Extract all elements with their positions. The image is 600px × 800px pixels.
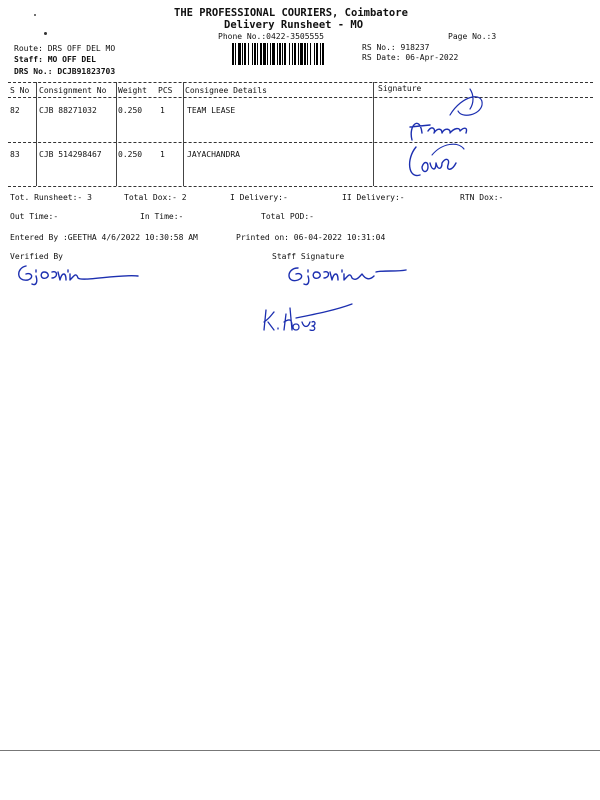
rs-number: RS No.: 918237 (362, 43, 430, 52)
table-row-pcs: 1 (160, 150, 165, 159)
additional-signature (256, 300, 356, 340)
page-number: Page No.:3 (448, 32, 497, 41)
table-row-consignee: JAYACHANDRA (187, 150, 240, 159)
phone-number: Phone No.:0422-3505555 (218, 32, 324, 41)
verifier-signature (14, 258, 164, 288)
drs-number: DRS No.: DCJB91823703 (14, 67, 116, 76)
header-consignment: Consignment No (39, 86, 107, 95)
document-title: Delivery Runsheet - MO (224, 19, 364, 31)
table-row-pcs: 1 (160, 106, 165, 115)
header-signature: Signature (378, 84, 422, 93)
scan-edge-line (0, 750, 600, 751)
table-row-consignment: CJB 88271032 (39, 106, 97, 115)
table-bottom-rule (8, 186, 593, 187)
total-pod: Total POD:- (261, 212, 314, 221)
header-sno: S No (10, 86, 30, 95)
runsheet-barcode (232, 43, 352, 65)
header-weight: Weight (118, 86, 147, 95)
table-row-weight: 0.250 (118, 150, 143, 159)
staff-signature (284, 258, 424, 288)
total-runsheet: Tot. Runsheet:- 3 (10, 193, 92, 202)
header-consignee: Consignee Details (185, 86, 267, 95)
scan-speck (34, 14, 36, 16)
out-time: Out Time:- (10, 212, 59, 221)
i-delivery: I Delivery:- (230, 193, 288, 202)
rtn-dox: RTN Dox:- (460, 193, 504, 202)
entered-by: Entered By :GEETHA 4/6/2022 10:30:58 AM (10, 233, 198, 242)
staff: Staff: MO OFF DEL (14, 55, 96, 64)
staff-signature-label: Staff Signature (272, 252, 345, 261)
company-name: THE PROFESSIONAL COURIERS, Coimbatore (174, 7, 408, 19)
column-separator (36, 82, 37, 186)
table-top-rule (8, 82, 593, 83)
table-row-rule (8, 142, 593, 143)
ii-delivery: II Delivery:- (342, 193, 405, 202)
total-dox: Total Dox:- 2 (124, 193, 187, 202)
column-separator (373, 82, 374, 186)
recipient-signature-2 (402, 137, 472, 187)
route: Route: DRS OFF DEL MO (14, 44, 116, 53)
table-row-weight: 0.250 (118, 106, 143, 115)
table-row-consignment: CJB 514298467 (39, 150, 102, 159)
table-row-consignee: TEAM LEASE (187, 106, 236, 115)
table-row-sno: 82 (10, 106, 20, 115)
rs-date: RS Date: 06-Apr-2022 (362, 53, 459, 62)
column-separator (116, 82, 117, 186)
verified-by-label: Verified By (10, 252, 63, 261)
table-row-sno: 83 (10, 150, 20, 159)
table-header-rule (8, 97, 593, 98)
column-separator (183, 82, 184, 186)
barcode-bar (324, 43, 325, 65)
header-pcs: PCS (158, 86, 173, 95)
scan-speck (44, 32, 47, 35)
in-time: In Time:- (140, 212, 184, 221)
printed-on: Printed on: 06-04-2022 10:31:04 (236, 233, 386, 242)
